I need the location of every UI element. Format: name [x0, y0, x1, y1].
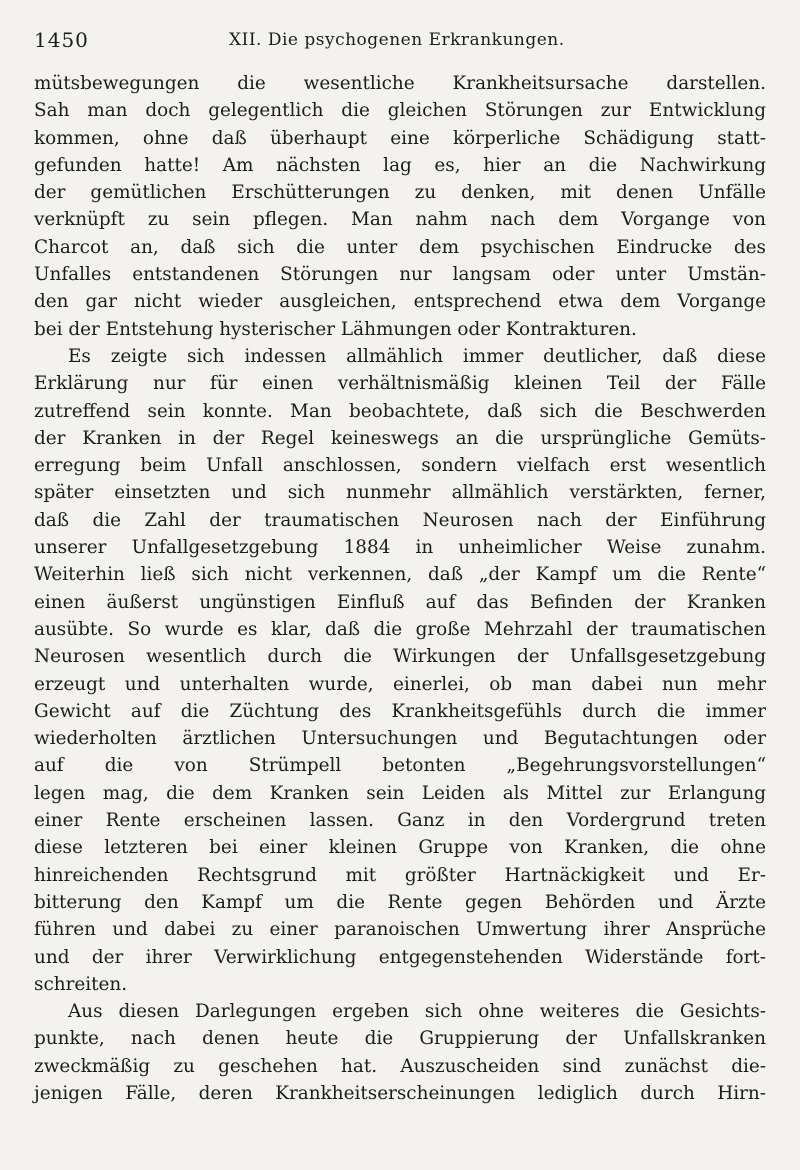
text-line: einer Rente erscheinen lassen. Ganz in den Vordergrund treten — [34, 810, 766, 832]
text-line: schreiten. — [34, 973, 128, 995]
text-line: einen äußerst ungünstigen Einfluß auf das Befinden der Kranken — [34, 591, 766, 613]
paragraph-first-line: Es zeigte sich indessen allmählich immer deutlicher, daß diese — [68, 345, 766, 367]
text-line: legen mag, die dem Kranken sein Leiden als Mittel zur Erlangung — [34, 782, 766, 804]
text-line: gefunden hatte! Am nächsten lag es, hier an die Nachwirkung — [34, 154, 766, 176]
text-line: zutreffend sein konnte. Man beobachtete, daß sich die Beschwerden — [34, 400, 766, 422]
text-line: bei der Entstehung hysterischer Lähmungen oder Kontrakturen. — [34, 318, 637, 340]
text-line: Charcot an, daß sich die unter dem psychischen Eindrucke des — [34, 236, 766, 258]
text-line: Unfalles entstandenen Störungen nur langsam oder unter Umstän- — [34, 264, 766, 286]
text-line: Sah man doch gelegentlich die gleichen Störungen zur Entwicklung — [34, 100, 766, 122]
text-line: und der ihrer Verwirklichung entgegenstehenden Widerstände fort- — [34, 946, 766, 968]
text-line: erzeugt und unterhalten wurde, einerlei, ob man dabei nun mehr — [34, 673, 766, 695]
page-header — [34, 28, 766, 58]
text-line: der Kranken in der Regel keineswegs an die ursprüngliche Gemüts- — [34, 427, 766, 449]
text-line: ausübte. So wurde es klar, daß die große Mehrzahl der traumatischen — [34, 618, 766, 640]
text-line: jenigen Fälle, deren Krankheitserscheinungen lediglich durch Hirn- — [34, 1082, 766, 1104]
page-number: 1450 — [34, 28, 89, 52]
text-line: mütsbewegungen die wesentliche Krankheitsursache darstellen. — [34, 73, 766, 94]
text-line: punkte, nach denen heute die Gruppierung der Unfallskranken — [34, 1028, 766, 1050]
text-line: auf die von Strümpell betonten „Begehrungsvorstellungen“ — [34, 755, 766, 777]
text-line: führen und dabei zu einer paranoischen Umwertung ihrer Ansprüche — [34, 919, 766, 941]
text-line: erregung beim Unfall anschlossen, sondern vielfach erst wesentlich — [34, 455, 766, 477]
text-line: der gemütlichen Erschütterungen zu denken, mit denen Unfälle — [34, 182, 766, 204]
text-line: kommen, ohne daß überhaupt eine körperliche Schädigung statt- — [34, 127, 766, 149]
text-line: verknüpft zu sein pflegen. Man nahm nach dem Vorgange von — [34, 209, 766, 231]
text-line: Erklärung nur für einen verhältnismäßig kleinen Teil der Fälle — [34, 373, 766, 395]
paragraph-first-line: Aus diesen Darlegungen ergeben sich ohne weiteres die Gesichts- — [68, 1001, 766, 1023]
body-text — [34, 70, 766, 1107]
text-line: hinreichenden Rechtsgrund mit größter Hartnäckigkeit und Er- — [34, 864, 766, 886]
text-line: zweckmäßig zu geschehen hat. Auszuscheiden sind zunächst die- — [34, 1055, 766, 1077]
text-line: den gar nicht wieder ausgleichen, entsprechend etwa dem Vorgange — [34, 291, 766, 313]
running-head: XII. Die psychogenen Erkrankungen. — [229, 30, 565, 50]
text-line: später einsetzten und sich nunmehr allmählich verstärkten, ferner, — [34, 482, 766, 504]
text-line: daß die Zahl der traumatischen Neurosen nach der Einführung — [34, 509, 766, 531]
text-line: bitterung den Kampf um die Rente gegen Behörden und Ärzte — [34, 891, 766, 913]
text-line: Neurosen wesentlich durch die Wirkungen der Unfallsgesetzgebung — [34, 646, 766, 668]
text-line: unserer Unfallgesetzgebung 1884 in unheimlicher Weise zunahm. — [34, 537, 766, 559]
text-line: diese letzteren bei einer kleinen Gruppe von Kranken, die ohne — [34, 837, 766, 859]
text-line: wiederholten ärztlichen Untersuchungen und Begutachtungen oder — [34, 728, 766, 750]
text-line: Gewicht auf die Züchtung des Krankheitsgefühls durch die immer — [34, 700, 766, 722]
text-line: Weiterhin ließ sich nicht verkennen, daß „der Kampf um die Rente“ — [34, 564, 766, 586]
